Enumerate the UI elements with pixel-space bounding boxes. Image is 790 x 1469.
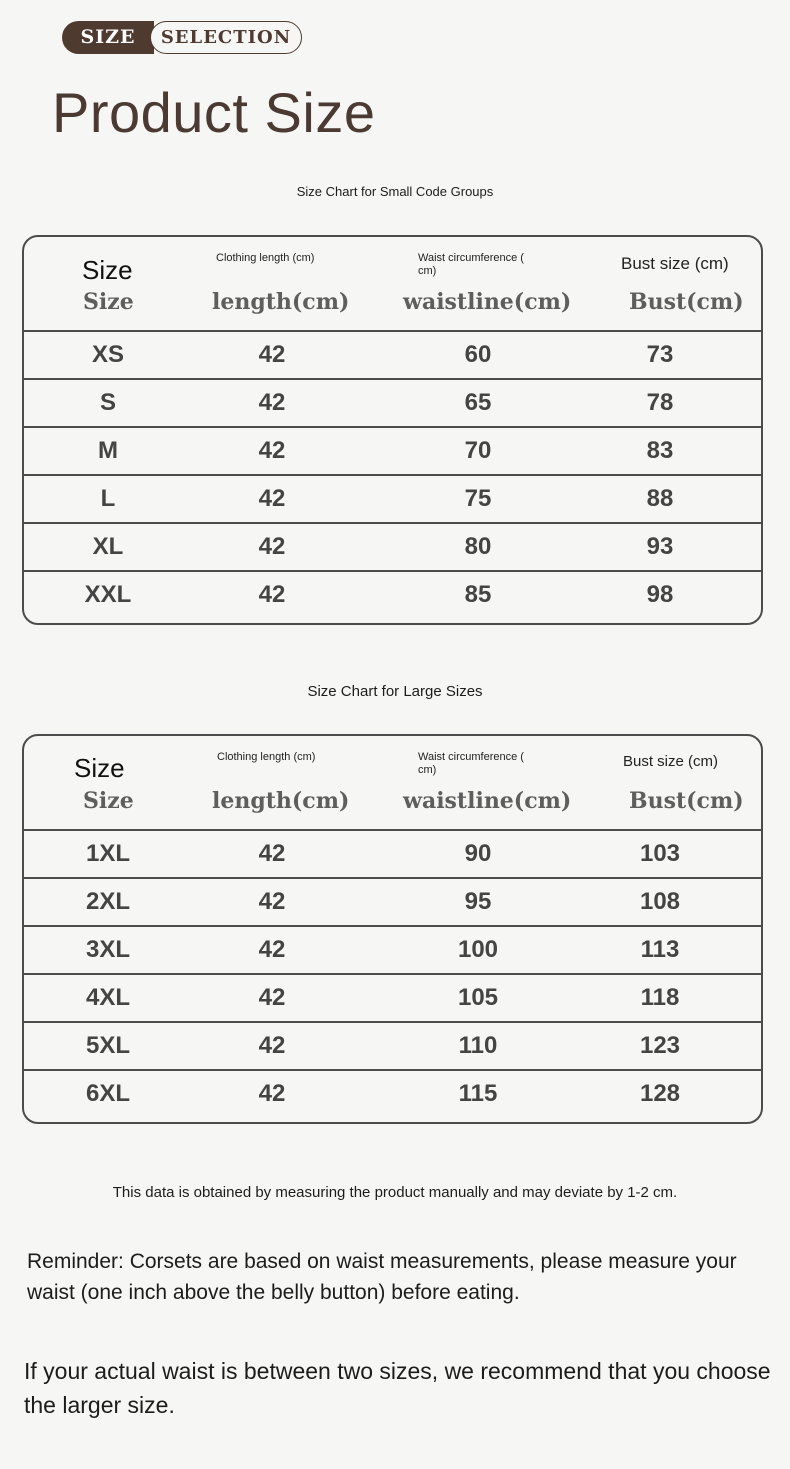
waist-cell: 85 [464,581,492,608]
header-size-top: Size [82,255,133,285]
waist-cell: 95 [464,888,492,915]
header-size-bottom: Size [83,788,134,814]
bust-cell: 93 [646,533,674,560]
length-cell: 42 [258,840,286,867]
large-sizes-table [22,734,763,1124]
size-cell: 6XL [85,1080,130,1107]
size-cell: XXL [84,581,132,608]
size-selection-badge [62,21,302,54]
header-waist [352,237,602,330]
header-length [192,736,352,829]
bust-cell: 123 [639,1032,681,1059]
size-cell: 5XL [85,1032,130,1059]
bust-cell: 78 [646,389,674,416]
size-cell: 3XL [85,936,130,963]
bust-cell: 73 [646,341,674,368]
length-cell: 42 [258,1032,286,1059]
header-size-top: Size [74,753,125,783]
header-bust-bottom: Bust(cm) [629,788,744,814]
bust-cell: 113 [640,936,680,963]
header-waist-top: Waist circumference ( cm) [418,252,524,277]
header-bust [602,237,763,330]
table-row [24,1071,761,1116]
waist-cell: 90 [464,840,492,867]
small-sizes-table [22,235,763,625]
size-cell: 2XL [85,888,130,915]
small-sizes-caption: Size Chart for Small Code Groups [296,184,494,199]
header-length [192,237,352,330]
waist-cell: 80 [464,533,492,560]
table-row [24,1023,761,1071]
length-cell: 42 [258,581,286,608]
bust-cell: 108 [639,888,681,915]
size-cell: 4XL [85,984,130,1011]
large-sizes-caption: Size Chart for Large Sizes [307,683,483,700]
badge-size-label: SIZE [62,21,154,54]
length-cell: 42 [258,936,286,963]
length-cell: 42 [258,1080,286,1107]
waist-cell: 70 [464,437,492,464]
reminder-text: Reminder: Corsets are based on waist measurements, please measure your waist (one inch above the belly button) before eating. [27,1250,737,1304]
page-title: Product Size [52,81,376,144]
table-row [24,927,761,975]
length-cell: 42 [258,341,286,368]
header-length-top: Clothing length (cm) [217,751,316,763]
header-waist-top: Waist circumference ( cm) [418,751,524,776]
table-row [24,831,761,879]
table-row [24,332,761,380]
table-row [24,524,761,572]
header-waist-bottom: waistline(cm) [403,788,572,814]
waist-cell: 110 [458,1032,498,1059]
length-cell: 42 [258,437,286,464]
bust-cell: 88 [646,485,674,512]
header-length-bottom: length(cm) [212,289,350,315]
table-header [24,736,761,831]
table-row [24,572,761,617]
header-bust [602,736,763,829]
waist-cell: 100 [457,936,499,963]
size-cell: 1XL [85,840,130,867]
table-row [24,380,761,428]
header-length-top: Clothing length (cm) [216,252,315,264]
table-header [24,237,761,332]
bust-cell: 118 [640,984,680,1011]
header-size [24,736,192,829]
header-waist-bottom: waistline(cm) [403,289,572,315]
length-cell: 42 [258,485,286,512]
advice-text: If your actual waist is between two sizes, we recommend that you choose the larger size. [24,1358,771,1418]
waist-cell: 65 [464,389,492,416]
table-row [24,476,761,524]
badge-selection-label: SELECTION [150,21,302,54]
bust-cell: 103 [639,840,681,867]
header-waist [352,736,602,829]
size-cell: XS [91,341,124,368]
table-row [24,428,761,476]
length-cell: 42 [258,533,286,560]
header-bust-bottom: Bust(cm) [629,289,744,315]
length-cell: 42 [258,389,286,416]
header-size [24,237,192,330]
waist-cell: 115 [458,1080,498,1107]
header-length-bottom: length(cm) [212,788,350,814]
waist-cell: 105 [457,984,499,1011]
size-cell: S [99,389,116,416]
size-cell: XL [92,533,124,560]
header-bust-top: Bust size (cm) [623,753,719,770]
length-cell: 42 [258,984,286,1011]
bust-cell: 128 [639,1080,681,1107]
table-row [24,975,761,1023]
bust-cell: 98 [646,581,674,608]
measurement-note: This data is obtained by measuring the product manually and may deviate by 1-2 cm. [112,1184,678,1201]
header-size-bottom: Size [83,289,134,315]
waist-cell: 75 [464,485,492,512]
table-row [24,879,761,927]
bust-cell: 83 [646,437,674,464]
header-bust-top: Bust size (cm) [621,254,729,273]
size-cell: M [98,437,118,464]
waist-cell: 60 [464,341,492,368]
size-cell: L [100,485,116,512]
length-cell: 42 [258,888,286,915]
